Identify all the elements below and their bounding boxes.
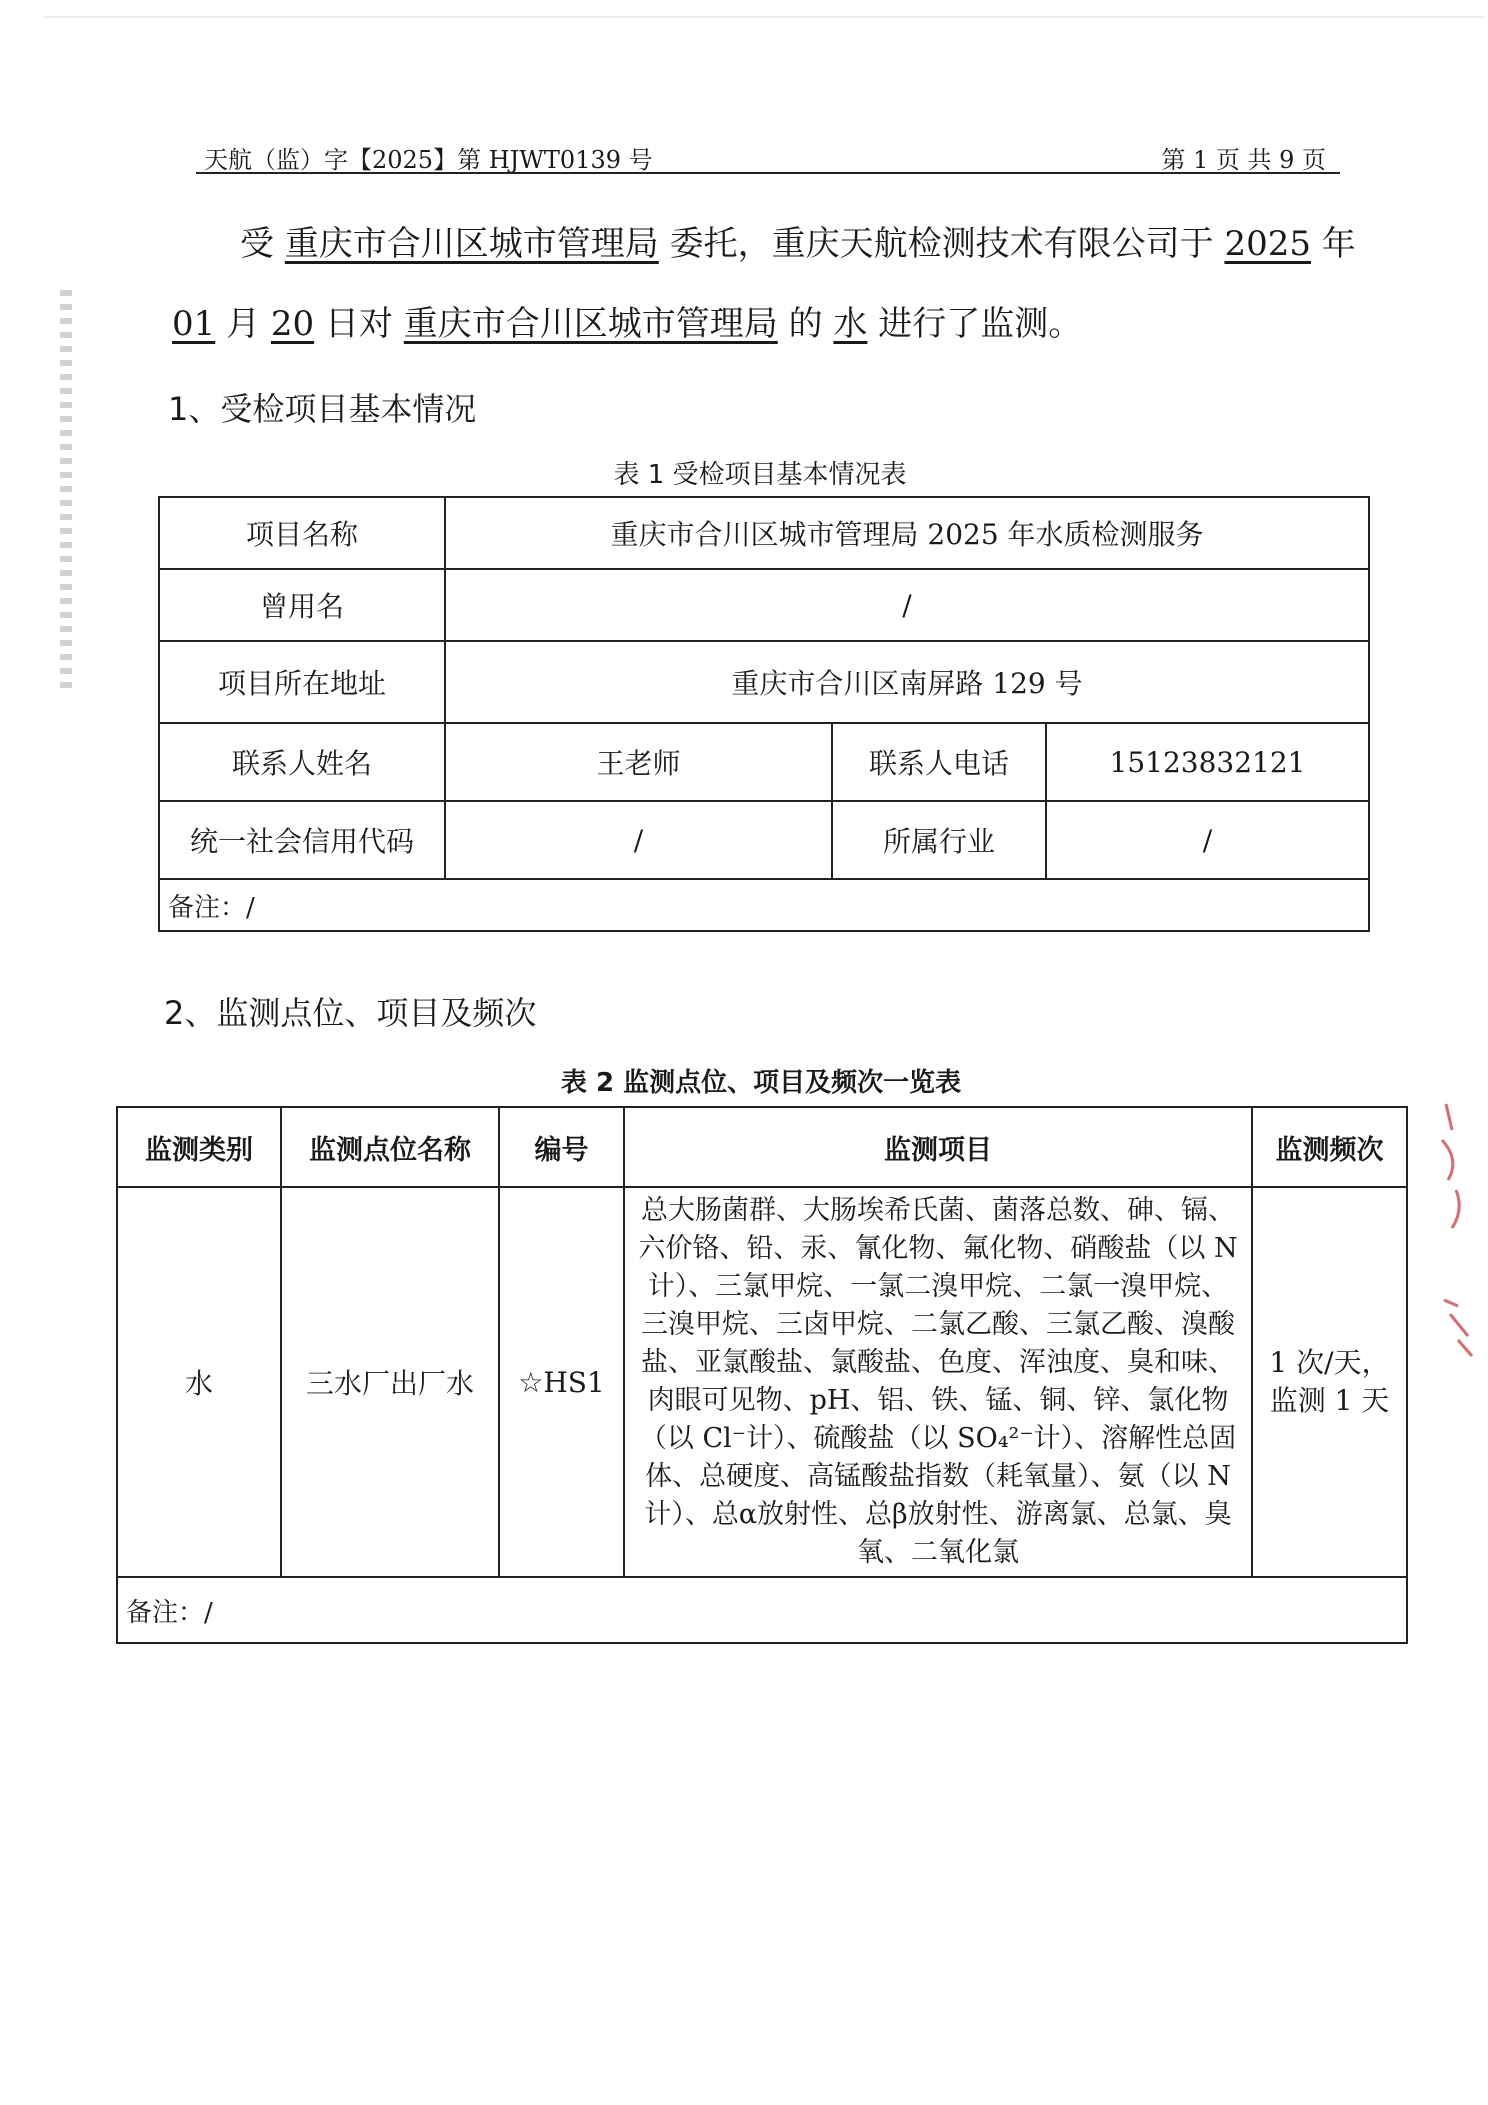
page-number: 第 1 页 共 9 页 (1161, 146, 1326, 174)
section-2-title: 2、监测点位、项目及频次 (164, 994, 537, 1032)
table-2-note: 备注：/ (117, 1577, 1407, 1643)
day: 20 (270, 304, 315, 344)
address-label: 项目所在地址 (159, 641, 445, 723)
monitoring-table (116, 1106, 1408, 1644)
intro-text: 受 (240, 224, 285, 264)
table-row (159, 879, 1369, 931)
industry-label: 所属行业 (832, 801, 1046, 879)
seal-stamp-fragment (1438, 1100, 1478, 1360)
table-header-row (117, 1107, 1407, 1187)
table-2-caption: 表 2 监测点位、项目及频次一览表 (560, 1068, 962, 1098)
industry-value: / (1046, 801, 1369, 879)
medium: 水 (833, 304, 868, 344)
row-point: 三水厂出厂水 (281, 1187, 499, 1577)
intro-text: 进行了监测。 (867, 304, 1083, 344)
phone-label: 联系人电话 (832, 723, 1046, 801)
document-number: 天航（监）字【2025】第 HJWT0139 号 (204, 146, 653, 174)
frequency-line-1: 1 次/天， (1269, 1346, 1390, 1379)
header-point: 监测点位名称 (281, 1107, 499, 1187)
address-value: 重庆市合川区南屏路 129 号 (445, 641, 1369, 723)
page-header (196, 136, 1340, 174)
basic-info-table (158, 496, 1370, 932)
intro-text: 的 (777, 304, 834, 344)
credit-code-value: / (445, 801, 832, 879)
intro-line-1 (240, 224, 1356, 264)
credit-code-label: 统一社会信用代码 (159, 801, 445, 879)
section-1-title: 1、受检项目基本情况 (168, 390, 477, 428)
table-row (159, 641, 1369, 723)
header-code: 编号 (499, 1107, 624, 1187)
table-1-note: 备注：/ (159, 879, 1369, 931)
project-name-value: 重庆市合川区城市管理局 2025 年水质检测服务 (445, 497, 1369, 569)
header-items: 监测项目 (624, 1107, 1252, 1187)
table-1-caption: 表 1 受检项目基本情况表 (613, 460, 907, 490)
table-row (159, 723, 1369, 801)
contact-label: 联系人姓名 (159, 723, 445, 801)
binding-margin-marks (60, 290, 72, 690)
table-row (159, 569, 1369, 641)
row-category: 水 (117, 1187, 281, 1577)
table-row (117, 1187, 1407, 1577)
intro-text: 委托，重庆天航检测技术有限公司于 (658, 224, 1225, 264)
contact-value: 王老师 (445, 723, 832, 801)
intro-text: 日对 (314, 304, 404, 344)
table-row (159, 497, 1369, 569)
table-row (117, 1577, 1407, 1643)
month: 01 (172, 304, 216, 344)
header-category: 监测类别 (117, 1107, 281, 1187)
project-name-label: 项目名称 (159, 497, 445, 569)
phone-value: 15123832121 (1046, 723, 1369, 801)
row-items: 总大肠菌群、大肠埃希氏菌、菌落总数、砷、镉、六价铬、铅、汞、氰化物、氟化物、硝酸盐（以 N 计）、三氯甲烷、一氯二溴甲烷、二氯一溴甲烷、三溴甲烷、三卤甲烷、二氯乙酸、三氯乙酸、溴酸盐、亚氯酸盐、氯酸盐、色度、浑浊度、臭和味、肉眼可见物、pH、铝、铁、锰、铜、锌、氯化物（以 Cl⁻计）、硫酸盐（以 SO₄²⁻计）、溶解性总固体、总硬度、高锰酸盐指数（耗氧量）、氨（以 N 计）、总α放射性、总β放射性、游离氯、总氯、臭氧、二氧化氯 (624, 1187, 1252, 1577)
former-name-value: / (445, 569, 1369, 641)
header-frequency: 监测频次 (1252, 1107, 1407, 1187)
row-frequency (1252, 1187, 1407, 1577)
scan-top-edge (44, 16, 1484, 18)
intro-line-2 (172, 304, 1082, 344)
year: 2025 (1224, 224, 1311, 264)
intro-text: 年 (1310, 224, 1356, 264)
table-row (159, 801, 1369, 879)
intro-text: 月 (215, 304, 271, 344)
target-name: 重庆市合川区城市管理局 (403, 304, 778, 344)
row-code: ☆HS1 (499, 1187, 624, 1577)
former-name-label: 曾用名 (159, 569, 445, 641)
frequency-line-2: 监测 1 天 (1269, 1384, 1390, 1417)
client-name: 重庆市合川区城市管理局 (284, 224, 659, 264)
header-rule (196, 172, 1340, 174)
